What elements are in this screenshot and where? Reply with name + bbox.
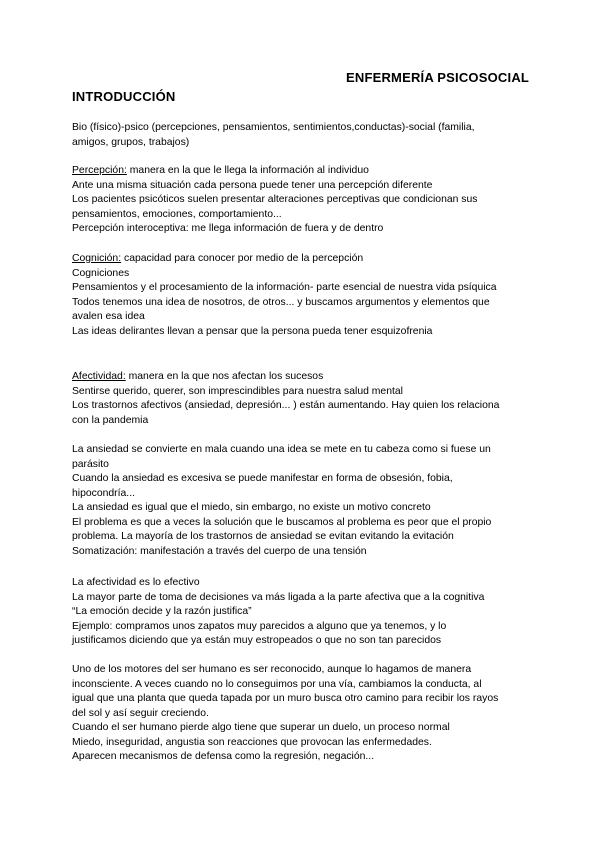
definition-line bbox=[72, 252, 542, 267]
text-line: del sol y así seguir creciendo. bbox=[72, 707, 209, 719]
motores-paragraph bbox=[72, 663, 542, 765]
text-line: La ansiedad es igual que el miedo, sin embargo, no existe un motivo concreto bbox=[72, 502, 431, 513]
text-line: justificamos diciendo que ya están muy estropeados o que no son tan parecidos bbox=[72, 635, 442, 646]
efectivo-paragraph bbox=[72, 576, 542, 649]
text-line: Todos tenemos una idea de nosotros, de otros... y buscamos argumentos y elementos que bbox=[72, 296, 490, 308]
text-line: hipocondría... bbox=[72, 487, 135, 499]
term-percepcion: Percepción: bbox=[72, 165, 127, 176]
text-line: parásito bbox=[72, 458, 109, 470]
text-line: Miedo, inseguridad, angustia son reacciones que provocan las enfermedades. bbox=[72, 736, 432, 748]
definition-text: capacidad para conocer por medio de la percepción bbox=[121, 253, 364, 264]
text-line: con la pandemia bbox=[72, 414, 149, 426]
definition-line bbox=[72, 370, 542, 385]
term-cognicion: Cognición: bbox=[72, 253, 122, 264]
text-line: Las ideas delirantes llevan a pensar que la persona pueda tener esquizofrenia bbox=[72, 325, 433, 337]
text-line: El problema es que a veces la solución que le buscamos al problema es peor que el propio bbox=[72, 516, 492, 528]
definition-line bbox=[72, 164, 542, 179]
text-line: Los pacientes psicóticos suelen presentar alteraciones perceptivas que condicionan sus bbox=[72, 194, 478, 205]
intro-paragraph bbox=[72, 121, 542, 150]
definition-text: manera en la que nos afectan los sucesos bbox=[125, 371, 324, 382]
text-line: Los trastornos afectivos (ansiedad, depresión... ) están aumentando. Hay quien los relaciona bbox=[72, 400, 500, 411]
text-line: La mayor parte de toma de decisiones va más ligada a la parte afectiva que a la cognitiva bbox=[72, 591, 485, 603]
text-line: “La emoción decide y la razón justifica” bbox=[72, 606, 252, 617]
text-line: Ejemplo: compramos unos zapatos muy parecidos a alguno que ya tenemos, y lo bbox=[72, 620, 447, 632]
document-title: ENFERMERÍA PSICOSOCIAL bbox=[346, 70, 530, 85]
text-line: Cogniciones bbox=[72, 267, 130, 279]
text-line: Aparecen mecanismos de defensa como la regresión, negación... bbox=[72, 751, 375, 762]
text-line: Bio (físico)-psico (percepciones, pensamientos, sentimientos,conductas)-social (familia, bbox=[72, 122, 475, 133]
section-heading: INTRODUCCIÓN bbox=[72, 89, 176, 104]
text-line: Uno de los motores del ser humano es ser reconocido, aunque lo hagamos de manera bbox=[72, 664, 472, 675]
text-line: Percepción interoceptiva: me llega información de fuera y de dentro bbox=[72, 223, 384, 234]
cognicion-paragraph bbox=[72, 252, 542, 339]
term-afectividad: Afectividad: bbox=[72, 371, 126, 382]
text-line: problema. La mayoría de los trastornos de ansiedad se evitan evitando la evitación bbox=[72, 531, 454, 542]
text-line: Sentirse querido, querer, son imprescindibles para nuestra salud mental bbox=[72, 385, 403, 397]
text-line: Cuando el ser humano pierde algo tiene que superar un duelo, un proceso normal bbox=[72, 722, 450, 733]
text-line: avalen esa idea bbox=[72, 311, 145, 322]
text-line: Cuando la ansiedad es excesiva se puede manifestar en forma de obsesión, fobia, bbox=[72, 473, 453, 484]
definition-text: manera en la que le llega la información al individuo bbox=[126, 165, 369, 176]
text-line: inconsciente. A veces cuando no lo conseguimos por una vía, cambiamos la conducta, al bbox=[72, 678, 482, 690]
text-line: La afectividad es lo efectivo bbox=[72, 577, 200, 588]
text-line: amigos, grupos, trabajos) bbox=[72, 136, 190, 148]
text-line: Somatización: manifestación a través del cuerpo de una tensión bbox=[72, 545, 367, 557]
text-line: Ante una misma situación cada persona puede tener una percepción diferente bbox=[72, 179, 433, 191]
ansiedad-paragraph bbox=[72, 443, 542, 559]
text-line: Pensamientos y el procesamiento de la información- parte esencial de nuestra vida psíquica bbox=[72, 282, 497, 293]
text-line: La ansiedad se convierte en mala cuando una idea se mete en tu cabeza como si fuese un bbox=[72, 444, 491, 455]
afectividad-paragraph bbox=[72, 370, 542, 428]
text-line: pensamientos, emociones, comportamiento... bbox=[72, 208, 282, 220]
text-line: igual que una planta que queda tapada por un muro busca otro camino para recibir los rayos bbox=[72, 693, 499, 704]
percepcion-paragraph bbox=[72, 164, 542, 237]
